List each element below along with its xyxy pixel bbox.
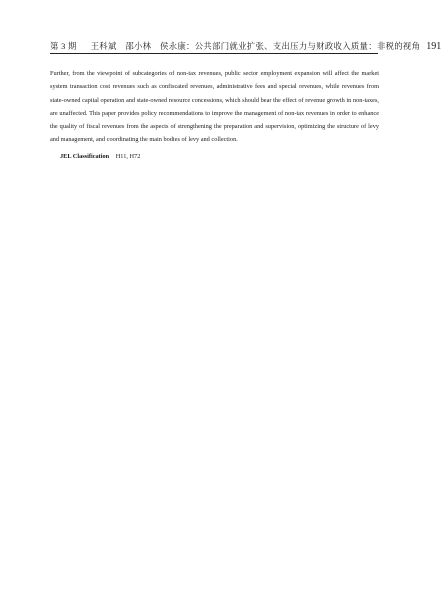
jel-classification <box>60 150 380 163</box>
running-title: 王科斌 邵小林 侯永康：公共部门就业扩张、支出压力与财政收入质量：非税的视角 <box>90 42 421 51</box>
jel-label: JEL Classification <box>60 153 110 160</box>
page-number: 191 <box>426 41 441 52</box>
jel-codes: H11, H72 <box>115 153 141 160</box>
abstract-paragraph: Further, from the viewpoint of subcategories of non-tax revenues, public sector employment expansion will affect the market system transaction cost revenues such as confiscated revenues, administrative fees and special revenues, while revenues from state-owned capital operation and state-owned resource concessions, which should bear the effect of revenue growth in non-taxes, are unaffected. This paper provides policy recommendations to improve the management of non-tax revenues in order to enhance the quality of fiscal revenues from the aspects of strengthening the preparation and supervision, optimizing the structure of levy and management, and coordinating the main bodies of levy and collection. <box>50 70 379 144</box>
issue-number: 第 3 期 <box>50 42 77 51</box>
header-rule <box>50 53 378 54</box>
running-head <box>50 38 441 52</box>
